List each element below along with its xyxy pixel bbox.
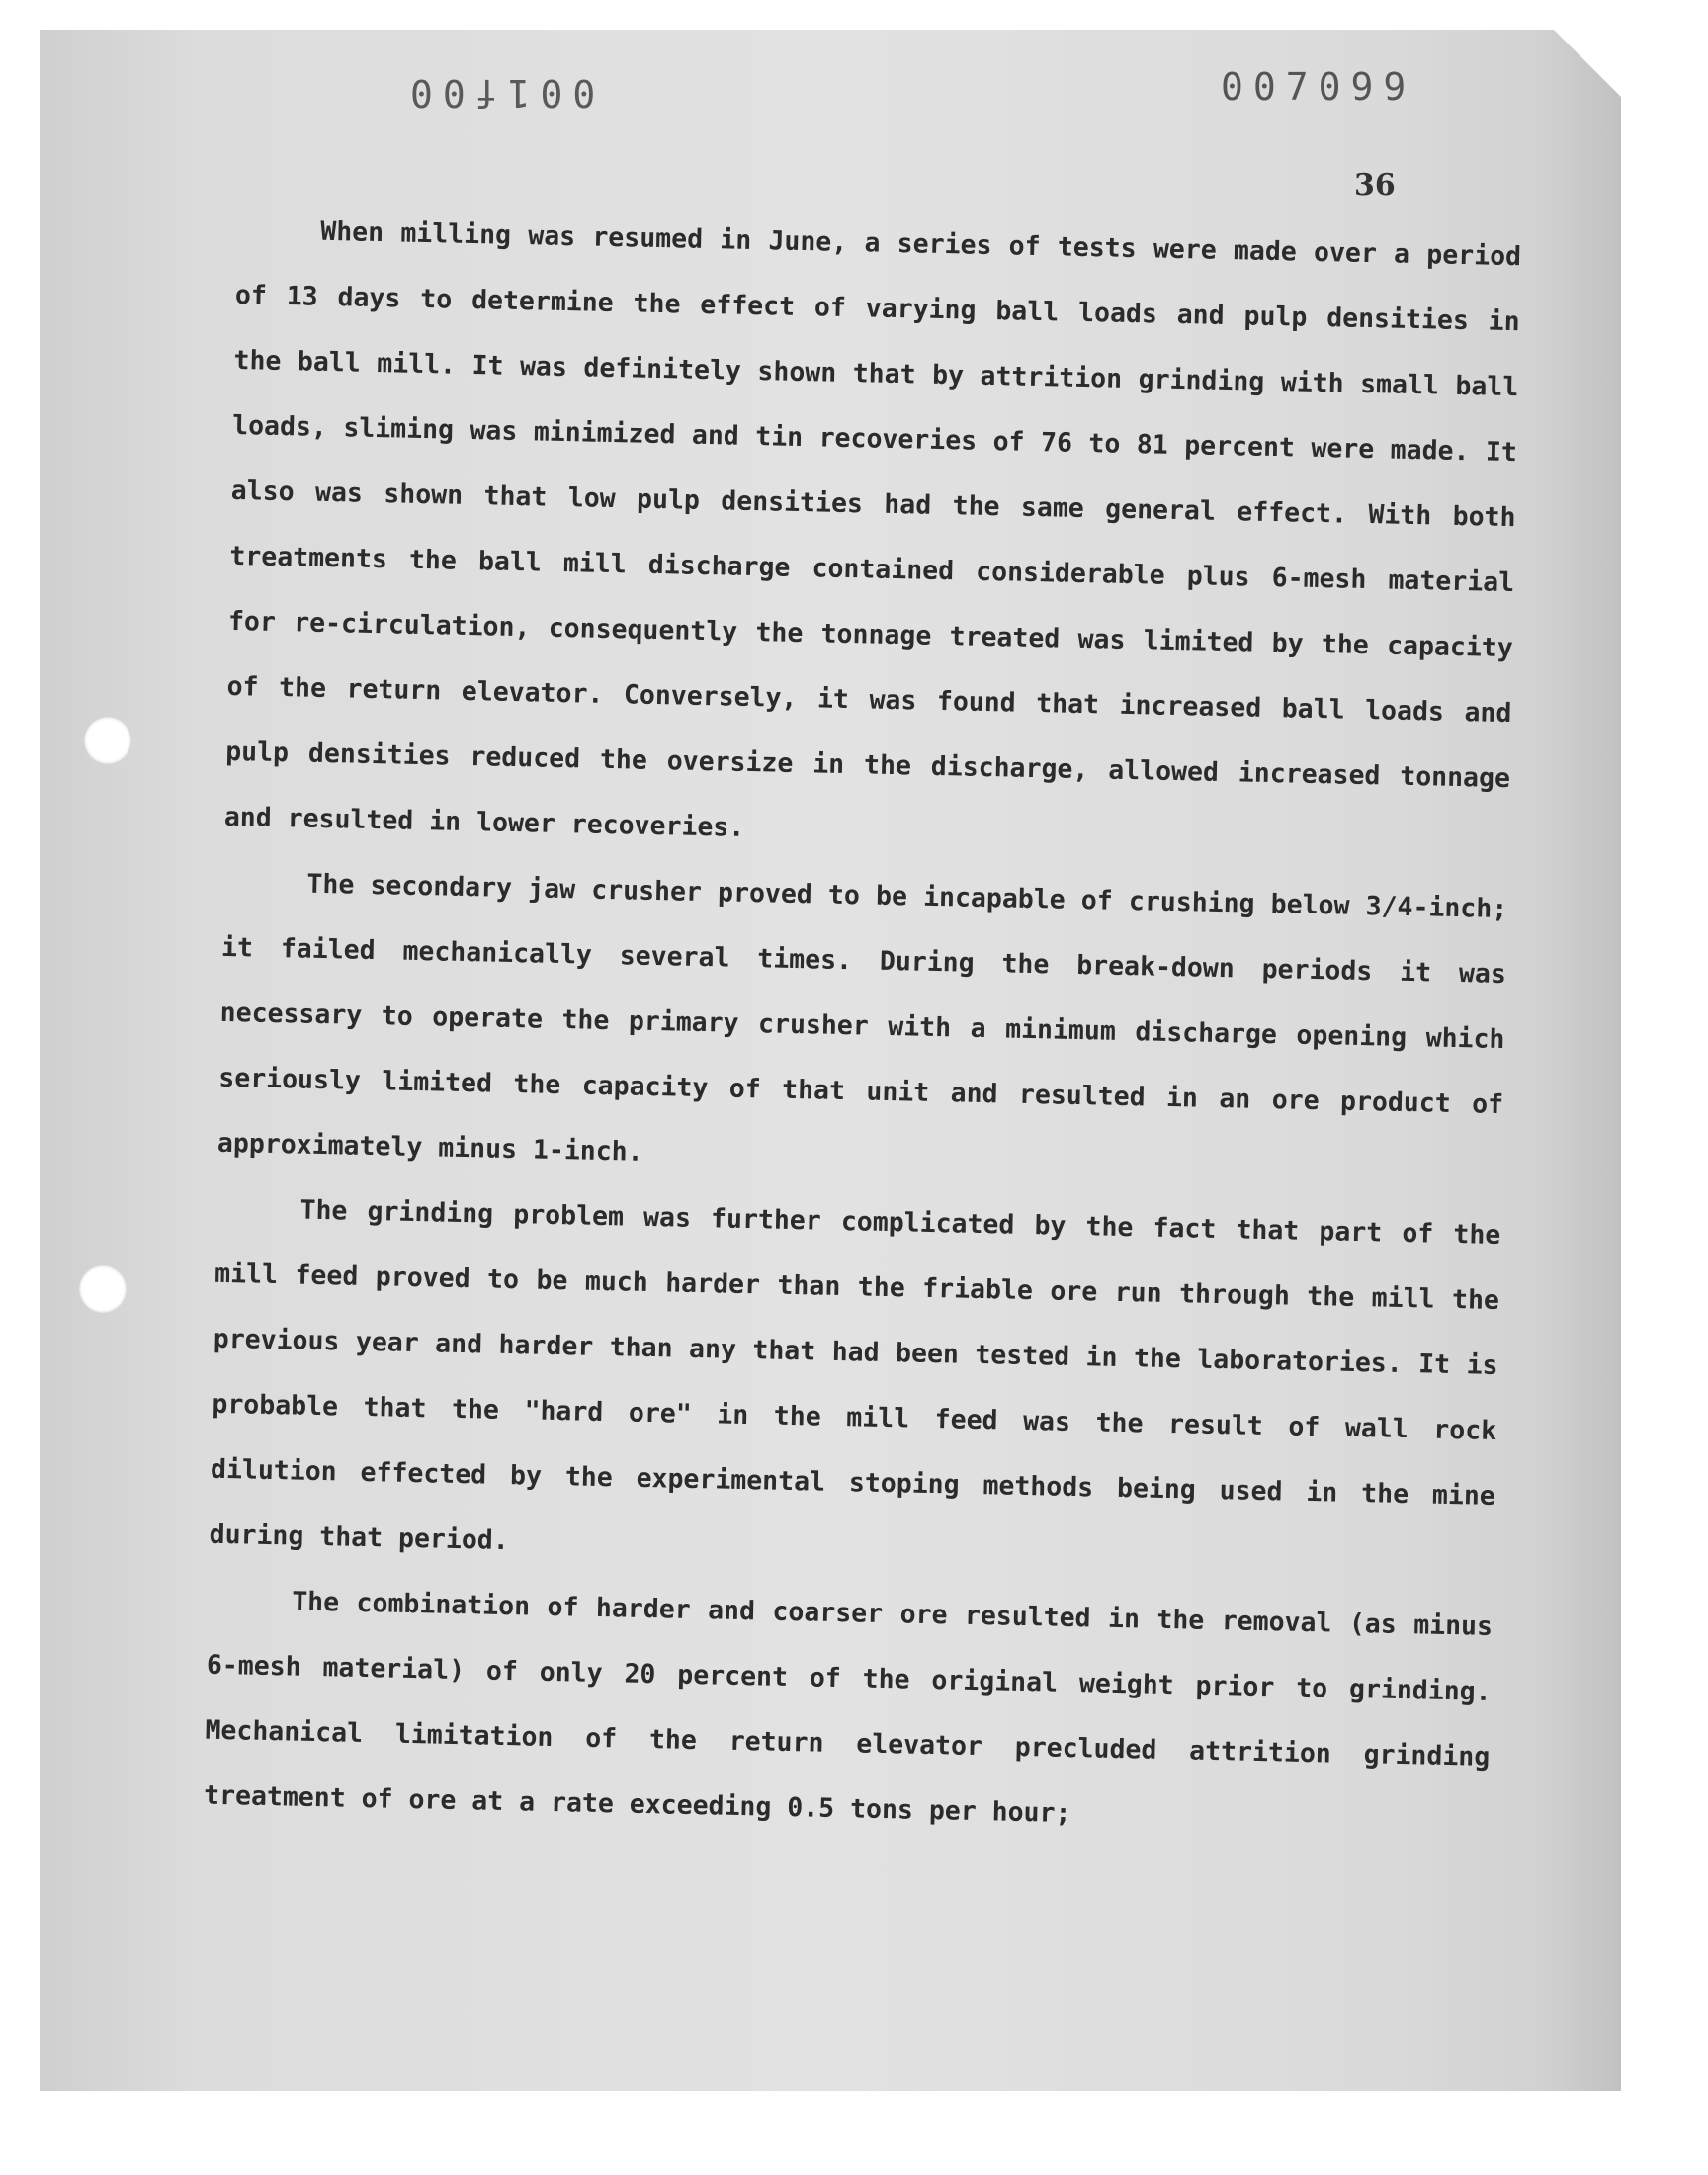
stamp-right: 007099 <box>1221 65 1416 109</box>
punch-hole-bottom <box>79 1265 127 1313</box>
paragraph-4: The combination of harder and coarser ore resulted in the removal (as minus 6-mesh material) of only 20 percent of the original weight prior to grinding. Mechanical limitation of the return elevator precluded attrition grinding treatment of ore at a rate exceeding 0.5 tons per hour; <box>203 1586 1494 1830</box>
paragraph-2: The secondary jaw crusher proved to be incapable of crushing below 3/4-inch; it failed mechanically several times. During the break-down periods it was necessary to operate the primary crusher with a minimum discharge opening which seriously limited the capacity of that unit and resulted in an ore product of approximately minus 1-inch. <box>216 868 1508 1168</box>
paragraph-3: The grinding problem was further complicated by the fact that part of the mill feed proved to be much harder than the friable ore run through the mill the previous year and harder than any that had been tested in the laboratories. It is probable that the "hard ore" in the mill feed was the result of wall rock dilution effected by the experimental stoping methods being used in the mine during that period. <box>209 1194 1501 1557</box>
page-shadow <box>1542 30 1621 2091</box>
paragraph-1: When milling was resumed in June, a series of tests were made over a period of 13 days to determine the effect of varying ball loads and pulp densities in the ball mill. It was definitely shown that by attrition grinding with small ball loads, sliming was minimized and tin recoveries of 76 to 81 percent were made. It also was shown that low pulp densities had the same general effect. With both treatments the ball mill discharge contained considerable plus 6-mesh material for re-circulation, consequently the tonnage treated was limited by the capacity of the return elevator. Conversely, it was found that increased ball loads and pulp densities reduced the oversize in the discharge, allowed increased tonnage and resulted in lower recoveries. <box>223 216 1522 843</box>
stamp-left: 001f00 <box>400 71 596 115</box>
corner-cutout <box>1554 30 1621 99</box>
punch-hole-top <box>84 717 131 764</box>
page-number: 36 <box>1354 168 1396 203</box>
body-text <box>203 198 1521 1856</box>
scanned-page <box>40 30 1621 2091</box>
